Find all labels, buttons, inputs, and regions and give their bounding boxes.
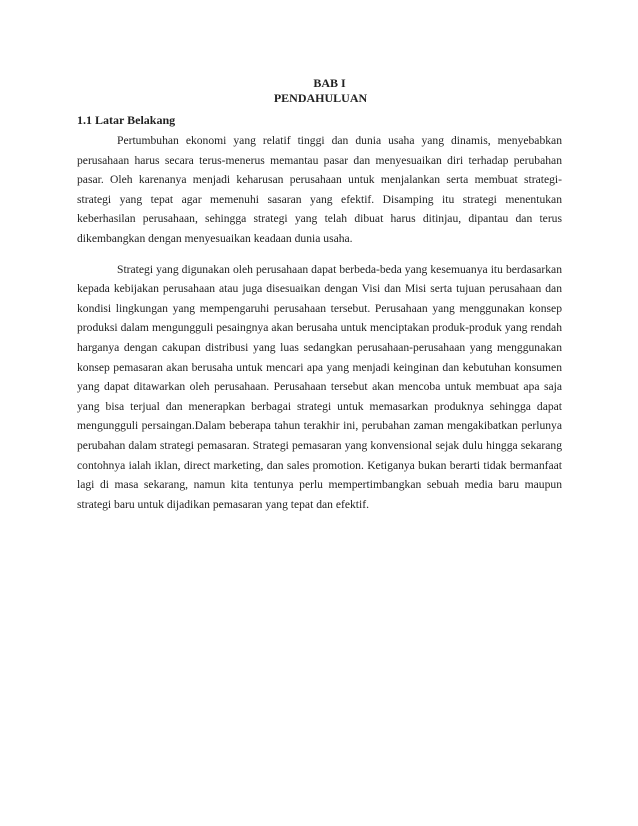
chapter-number: BAB I	[313, 76, 346, 90]
section-heading: 1.1 Latar Belakang	[77, 113, 176, 127]
paragraph-2: Strategi yang digunakan oleh perusahaan dapat berbeda-beda yang kesemuanya itu berdasarkan kepada kebijakan perusahaan atau juga disesuaikan dengan Visi dan Misi serta tujuan perusahaan dan kondisi lingkungan yang mempengaruhi perusahaan tersebut. Perusahaan yang menggunakan konsep produksi dalam mengungguli pesaingnya akan berusaha untuk menciptakan produk-produk yang rendah harganya dengan cakupan distribusi yang luas sedangkan perusahaan-perusahaan yang menggunakan konsep pemasaran akan berusaha untuk mencari apa yang menjadi keinginan dan kebutuhan konsumen yang dapat ditawarkan oleh perusahaan. Perusahaan tersebut akan mencoba untuk membuat apa saja yang bisa terjual dan menerapkan berbagai strategi untuk memasarkan produknya sehingga dapat mengungguli persaingan.Dalam beberapa tahun terakhir ini, perubahan zaman mengakibatkan perlunya perubahan dalam strategi pemasaran. Strategi pemasaran yang konvensional sejak dulu hingga sekarang contohnya ialah iklan, direct marketing, dan sales promotion. Ketiganya bukan berarti tidak bermanfaat lagi di masa sekarang, namun kita tentunya perlu mempertimbangkan sebuah media baru maupun strategi baru untuk dijadikan pemasaran yang tepat dan efektif.	[77, 262, 562, 511]
paragraph-1: Pertumbuhan ekonomi yang relatif tinggi dan dunia usaha yang dinamis, menyebabkan perusahaan harus secara terus-menerus memantau pasar dan menyesuaikan diri terhadap perubahan pasar. Oleh karenanya menjadi keharusan perusahaan untuk menjalankan serta membuat strategi-strategi yang tepat agar memenuhi sasaran yang efektif. Disamping itu strategi menentukan keberhasilan perusahaan, sehingga strategi yang telah dibuat harus ditinjau, dipantau dan terus dikembangkan dengan menyesuaikan keadaan dunia usaha.	[77, 134, 562, 245]
document-page	[77, 76, 562, 514]
chapter-title: PENDAHULUAN	[273, 91, 368, 105]
